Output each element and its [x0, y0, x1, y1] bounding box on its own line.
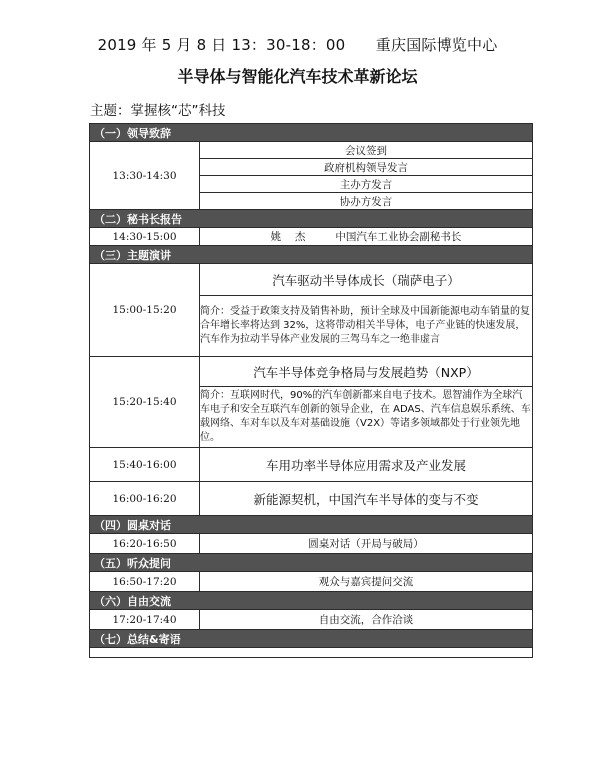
- section-header-5: [90, 554, 533, 572]
- talk-title: 车用功率半导体应用需求及产业发展: [200, 448, 533, 482]
- agenda-item: 主办方发言: [200, 176, 533, 193]
- agenda-item: 协办方发言: [200, 193, 533, 210]
- talk-title: 新能源契机，中国汽车半导体的变与不变: [200, 482, 533, 516]
- speaker-name: 姚 杰: [270, 231, 306, 243]
- agenda-item: 自由交流，合作洽谈: [200, 610, 533, 630]
- talk-row: [90, 482, 533, 516]
- talk-row: [90, 264, 533, 296]
- time-slot: 16:50-17:20: [90, 572, 200, 592]
- section-header-1: [90, 124, 533, 142]
- section-header-3: [90, 246, 533, 264]
- section-label: （二）秘书长报告: [90, 210, 533, 228]
- agenda-item: 观众与嘉宾提问交流: [200, 572, 533, 592]
- section-label: （五）听众提问: [90, 554, 533, 572]
- time-slot: 13:30-14:30: [90, 142, 200, 210]
- speaker-cell: [200, 228, 533, 246]
- agenda-row: [90, 534, 533, 554]
- section-label: （七）总结&寄语: [90, 630, 533, 648]
- section-label: （四）圆桌对话: [90, 516, 533, 534]
- section-header-6: [90, 592, 533, 610]
- time-slot: 16:20-16:50: [90, 534, 200, 554]
- talk-description: 简介：受益于政策支持及销售补助，预计全球及中国新能源电动车销量的复合年增长率将达到 32%，这将带动相关半导体，电子产业链的快速发展，汽车作为拉动半导体产业发展的三驾马车之一绝非虚言: [200, 296, 533, 357]
- section-label: （三）主题演讲: [90, 246, 533, 264]
- talk-description: 简介：互联网时代，90%的汽车创新都来自电子技术。恩智浦作为全球汽车电子和安全互联汽车创新的领导企业，在 ADAS、汽车信息娱乐系统、车载网络、车对车以及车对基础设施（V2X）等诸多领域都处于行业领先地位。: [200, 387, 533, 448]
- speaker-title: 中国汽车工业协会副秘书长: [335, 231, 462, 243]
- agenda-row: [90, 142, 533, 159]
- agenda-row: [90, 610, 533, 630]
- empty-cell: [90, 648, 533, 658]
- forum-title: 半导体与智能化汽车技术革新论坛: [177, 67, 418, 86]
- agenda-item: 政府机构领导发言: [200, 159, 533, 176]
- talk-title: 汽车驱动半导体成长（瑞萨电子）: [200, 264, 533, 296]
- time-slot: 17:20-17:40: [90, 610, 200, 630]
- section-header-7: [90, 630, 533, 648]
- time-slot: 16:00-16:20: [90, 482, 200, 516]
- section-header-4: [90, 516, 533, 534]
- section-header-2: [90, 210, 533, 228]
- agenda-table: [89, 123, 533, 658]
- talk-row: [90, 357, 533, 387]
- agenda-row-empty: [90, 648, 533, 658]
- talk-row: [90, 448, 533, 482]
- agenda-row: [90, 228, 533, 246]
- agenda-item: 圆桌对话（开局与破局）: [200, 534, 533, 554]
- time-slot: 15:00-15:20: [90, 264, 200, 357]
- section-label: （六）自由交流: [90, 592, 533, 610]
- section-label: （一）领导致辞: [90, 124, 533, 142]
- agenda-item: 会议签到: [200, 142, 533, 159]
- time-slot: 14:30-15:00: [90, 228, 200, 246]
- time-slot: 15:20-15:40: [90, 357, 200, 448]
- date-venue-line: 2019 年 5 月 8 日 13：30-18：00 重庆国际博览中心: [97, 36, 498, 54]
- time-slot: 15:40-16:00: [90, 448, 200, 482]
- talk-title: 汽车半导体竞争格局与发展趋势（NXP）: [200, 357, 533, 387]
- theme-line: 主题：掌握核“芯”科技: [90, 103, 226, 119]
- agenda-row: [90, 572, 533, 592]
